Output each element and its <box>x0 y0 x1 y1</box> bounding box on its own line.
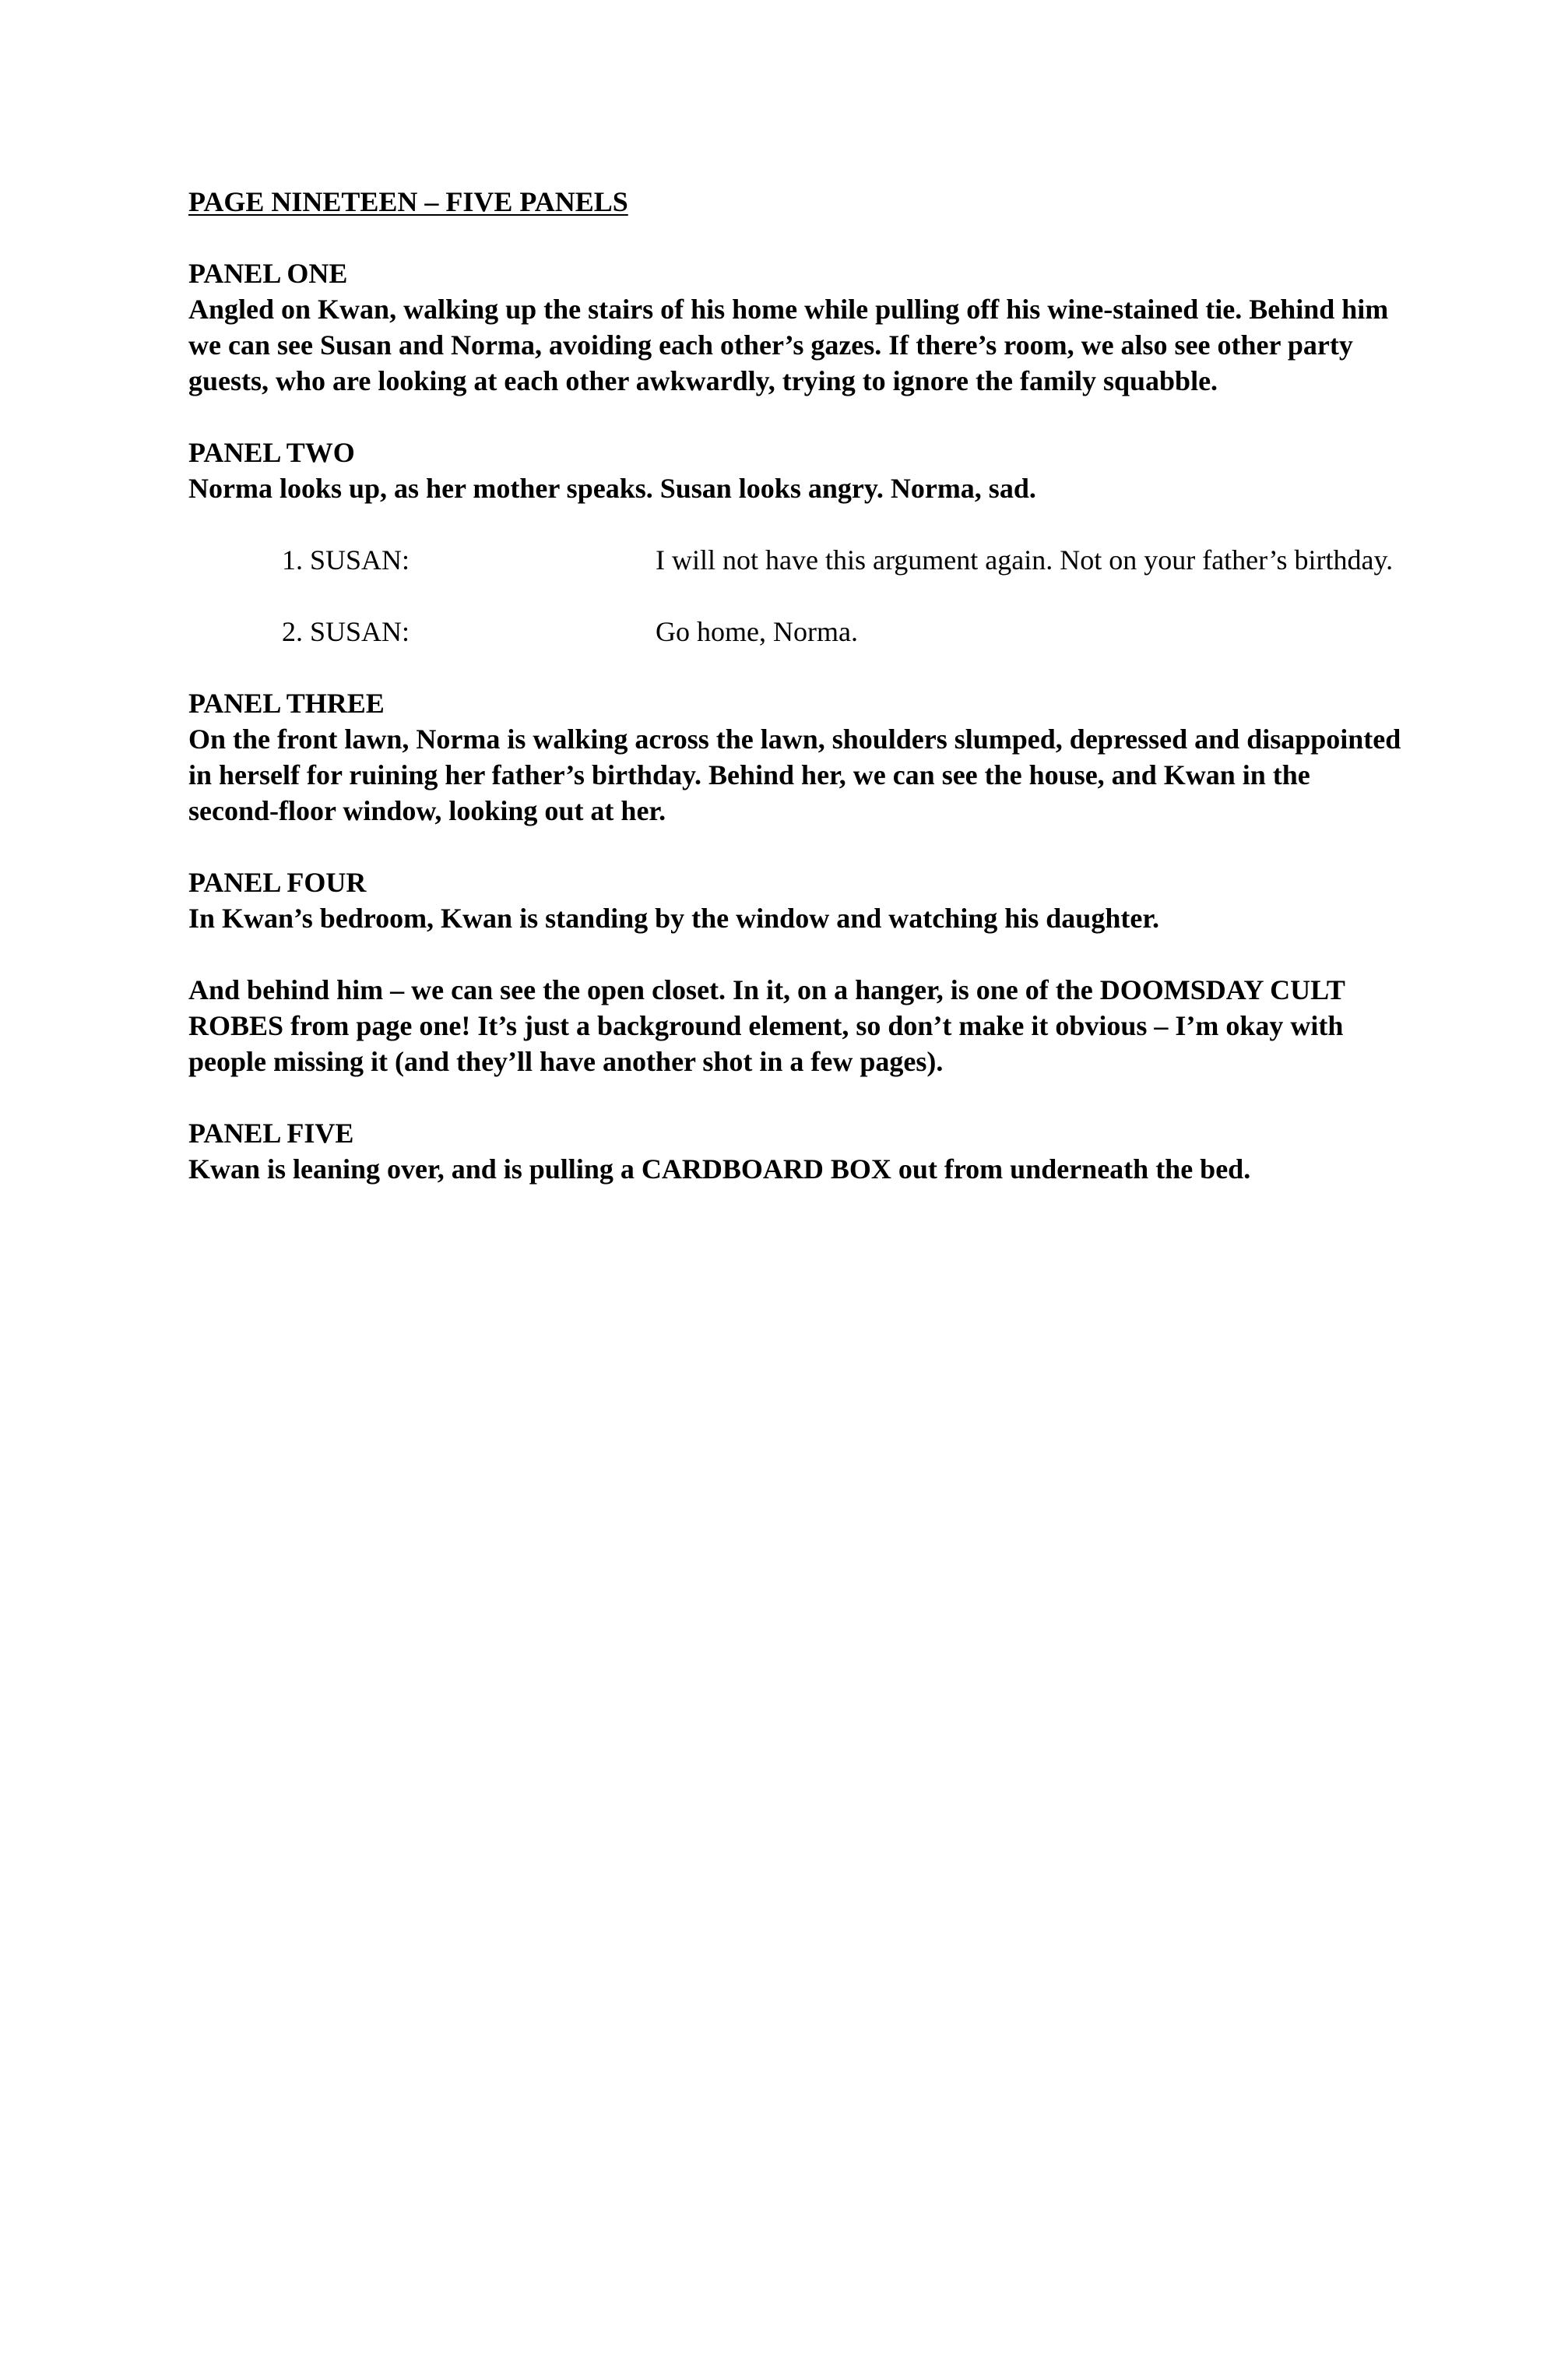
panel-one <box>188 255 1403 399</box>
dialogue-block <box>188 542 1403 650</box>
panel-description: In Kwan’s bedroom, Kwan is standing by the window and watching his daughter. <box>188 903 1159 934</box>
panel-two <box>188 435 1403 650</box>
panel-title: PANEL FOUR <box>188 867 367 898</box>
panel-title: PANEL TWO <box>188 437 355 468</box>
dialogue-line <box>188 542 1403 578</box>
panel-title: PANEL FIVE <box>188 1118 354 1149</box>
dialogue-speaker: 2. SUSAN: <box>282 616 410 647</box>
page-heading: PAGE NINETEEN – FIVE PANELS <box>188 186 628 217</box>
dialogue-speaker: 1. SUSAN: <box>282 544 410 576</box>
panel-description: Angled on Kwan, walking up the stairs of his home while pulling off his wine-stained tie. Behind him we can see Susan and Norma, avoiding each other’s gazes. If there’s room, we also see other party guests, who are looking at each other awkwardly, trying to ignore the family squabble. <box>188 294 1389 396</box>
dialogue-text: I will not have this argument again. Not on your father’s birthday. <box>656 544 1394 576</box>
panel-description: And behind him – we can see the open closet. In it, on a hanger, is one of the DOOMSDAY CULT ROBES from page one! It’s just a background element, so don’t make it obvious – I’m okay with people missing it (and they’ll have another shot in a few pages). <box>188 974 1345 1077</box>
panel-five <box>188 1115 1403 1187</box>
panel-description: On the front lawn, Norma is walking across the lawn, shoulders slumped, depressed and disappointed in herself for ruining her father’s birthday. Behind her, we can see the house, and Kwan in the second-floor window, looking out at her. <box>188 724 1401 826</box>
panel-description: Kwan is leaning over, and is pulling a CARDBOARD BOX out from underneath the bed. <box>188 1153 1251 1185</box>
dialogue-text: Go home, Norma. <box>656 616 858 647</box>
panel-title: PANEL THREE <box>188 688 385 719</box>
dialogue-line <box>188 614 1403 650</box>
panel-title: PANEL ONE <box>188 258 348 289</box>
panel-description: Norma looks up, as her mother speaks. Susan looks angry. Norma, sad. <box>188 473 1036 504</box>
panel-three <box>188 685 1403 829</box>
panel-four <box>188 864 1403 1079</box>
script-page <box>188 184 1403 1223</box>
